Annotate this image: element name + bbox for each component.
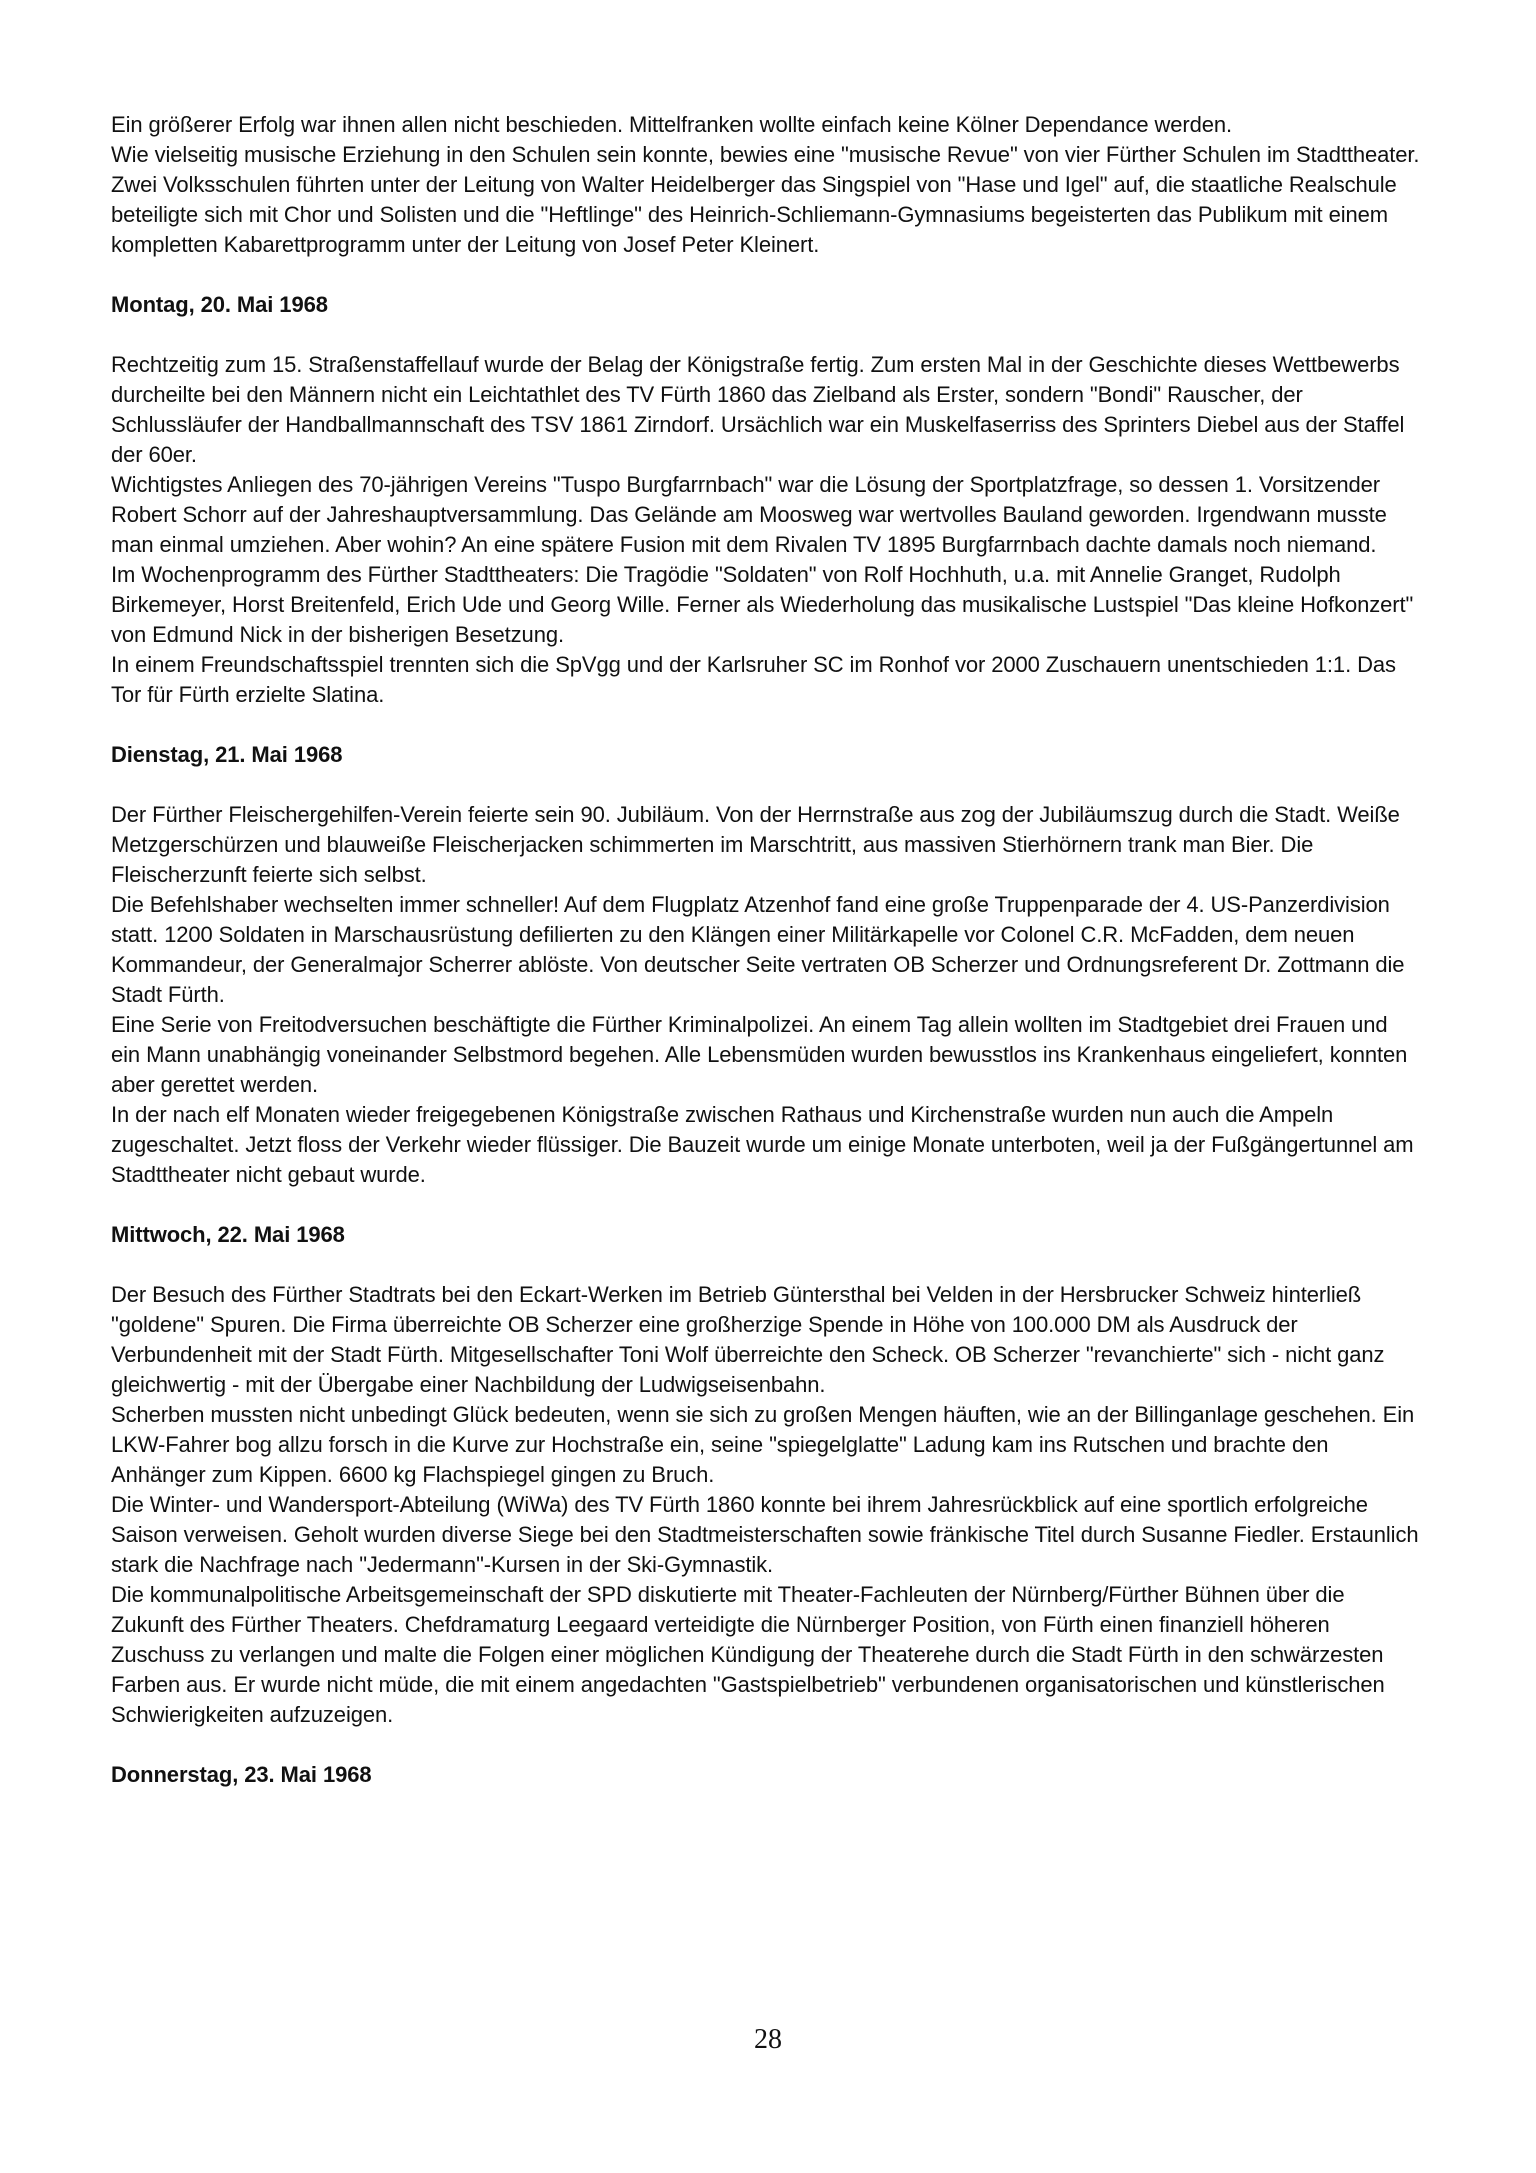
paragraph: Eine Serie von Freitodversuchen beschäftigte die Fürther Kriminalpolizei. An einem Tag allein wollten im Stadtgebiet drei Frauen und ein Mann unabhängig voneinander Selbstmord begehen. Alle Lebensmüden wurden bewusstlos ins Krankenhaus eingeliefert, konnten aber gerettet werden. xyxy=(111,1012,1408,1097)
paragraph: Die kommunalpolitische Arbeitsgemeinschaft der SPD diskutierte mit Theater-Fachleuten der Nürnberg/Fürther Bühnen über die Zukunft des Fürther Theaters. Chefdramaturg Leegaard verteidigte die Nürnberger Position, von Fürth einen finanziell höheren Zuschuss zu verlangen und malte die Folgen einer möglichen Kündigung der Theaterehe durch die Stadt Fürth in den schwärzesten Farben aus. Er wurde nicht müde, die mit einem angedachten "Gastspielbetrieb" verbundenen organisatorischen und künstlerischen Schwierigkeiten aufzuzeigen. xyxy=(111,1582,1385,1727)
paragraph: Im Wochenprogramm des Fürther Stadttheaters: Die Tragödie "Soldaten" von Rolf Hochhuth, u.a. mit Annelie Granget, Rudolph Birkemeyer, Horst Breitenfeld, Erich Ude und Georg Wille. Ferner als Wiederholung das musikalische Lustspiel "Das kleine Hofkonzert" von Edmund Nick in der bisherigen Besetzung. xyxy=(111,562,1414,647)
paragraph: Rechtzeitig zum 15. Straßenstaffellauf wurde der Belag der Königstraße fertig. Zum ersten Mal in der Geschichte dieses Wettbewerbs durcheilte bei den Männern nicht ein Leichtathlet des TV Fürth 1860 das Zielband als Erster, sondern "Bondi" Rauscher, der Schlussläufer der Handballmannschaft des TSV 1861 Zirndorf. Ursächlich war ein Muskelfaserriss des Sprinters Diebel aus der Staffel der 60er. xyxy=(111,352,1405,467)
date-heading: Dienstag, 21. Mai 1968 xyxy=(111,742,343,767)
page-content xyxy=(111,110,1421,1820)
section-wednesday xyxy=(111,1280,1421,1730)
intro-block xyxy=(111,110,1421,260)
section-monday xyxy=(111,350,1421,710)
paragraph: Der Fürther Fleischergehilfen-Verein feierte sein 90. Jubiläum. Von der Herrnstraße aus zog der Jubiläumszug durch die Stadt. Weiße Metzgerschürzen und blauweiße Fleischerjacken schimmerten im Marschtritt, aus massiven Stierhörnern trank man Bier. Die Fleischerzunft feierte sich selbst. xyxy=(111,802,1400,887)
paragraph: In der nach elf Monaten wieder freigegebenen Königstraße zwischen Rathaus und Kirchenstraße wurden nun auch die Ampeln zugeschaltet. Jetzt floss der Verkehr wieder flüssiger. Die Bauzeit wurde um einige Monate unterboten, weil ja der Fußgängertunnel am Stadttheater nicht gebaut wurde. xyxy=(111,1102,1414,1187)
paragraph: Die Winter- und Wandersport-Abteilung (WiWa) des TV Fürth 1860 konnte bei ihrem Jahresrückblick auf eine sportlich erfolgreiche Saison verweisen. Geholt wurden diverse Siege bei den Stadtmeisterschaften sowie fränkische Titel durch Susanne Fiedler. Erstaunlich stark die Nachfrage nach "Jedermann"-Kursen in der Ski-Gymnastik. xyxy=(111,1492,1419,1577)
section-tuesday xyxy=(111,800,1421,1190)
paragraph: In einem Freundschaftsspiel trennten sich die SpVgg und der Karlsruher SC im Ronhof vor 2000 Zuschauern unentschieden 1:1. Das Tor für Fürth erzielte Slatina. xyxy=(111,652,1396,707)
paragraph: Wichtigstes Anliegen des 70-jährigen Vereins "Tuspo Burgfarrnbach" war die Lösung der Sportplatzfrage, so dessen 1. Vorsitzender Robert Schorr auf der Jahreshauptversammlung. Das Gelände am Moosweg war wertvolles Bauland geworden. Irgendwann musste man einmal umziehen. Aber wohin? An eine spätere Fusion mit dem Rivalen TV 1895 Burgfarrnbach dachte damals noch niemand. xyxy=(111,472,1387,557)
paragraph: Die Befehlshaber wechselten immer schneller! Auf dem Flugplatz Atzenhof fand eine große Truppenparade der 4. US-Panzerdivision statt. 1200 Soldaten in Marschausrüstung defilierten zu den Klängen einer Militärkapelle vor Colonel C.R. McFadden, dem neuen Kommandeur, der Generalmajor Scherrer ablöste. Von deutscher Seite vertraten OB Scherzer und Ordnungsreferent Dr. Zottmann die Stadt Fürth. xyxy=(111,892,1405,1007)
date-heading: Donnerstag, 23. Mai 1968 xyxy=(111,1762,372,1787)
paragraph: Scherben mussten nicht unbedingt Glück bedeuten, wenn sie sich zu großen Mengen häuften, wie an der Billinganlage geschehen. Ein LKW-Fahrer bog allzu forsch in die Kurve zur Hochstraße ein, seine "spiegelglatte" Ladung kam ins Rutschen und brachte den Anhänger zum Kippen. 6600 kg Flachspiegel gingen zu Bruch. xyxy=(111,1402,1415,1487)
paragraph: Ein größerer Erfolg war ihnen allen nicht beschieden. Mittelfranken wollte einfach keine Kölner Dependance werden. xyxy=(111,112,1233,137)
paragraph: Der Besuch des Fürther Stadtrats bei den Eckart-Werken im Betrieb Güntersthal bei Velden in der Hersbrucker Schweiz hinterließ "goldene" Spuren. Die Firma überreichte OB Scherzer eine großherzige Spende in Höhe von 100.000 DM als Ausdruck der Verbundenheit mit der Stadt Fürth. Mitgesellschafter Toni Wolf überreichte den Scheck. OB Scherzer "revanchierte" sich - nicht ganz gleichwertig - mit der Übergabe einer Nachbildung der Ludwigseisenbahn. xyxy=(111,1282,1385,1397)
page-number: 28 xyxy=(754,2024,782,2055)
date-heading: Mittwoch, 22. Mai 1968 xyxy=(111,1222,345,1247)
paragraph: Wie vielseitig musische Erziehung in den Schulen sein konnte, bewies eine "musische Revue" von vier Fürther Schulen im Stadttheater. Zwei Volksschulen führten unter der Leitung von Walter Heidelberger das Singspiel von "Hase und Igel" auf, die staatliche Realschule beteiligte sich mit Chor und Solisten und die "Heftlinge" des Heinrich-Schliemann-Gymnasiums begeisterten das Publikum mit einem kompletten Kabarettprogramm unter der Leitung von Josef Peter Kleinert. xyxy=(111,142,1420,257)
date-heading: Montag, 20. Mai 1968 xyxy=(111,292,328,317)
